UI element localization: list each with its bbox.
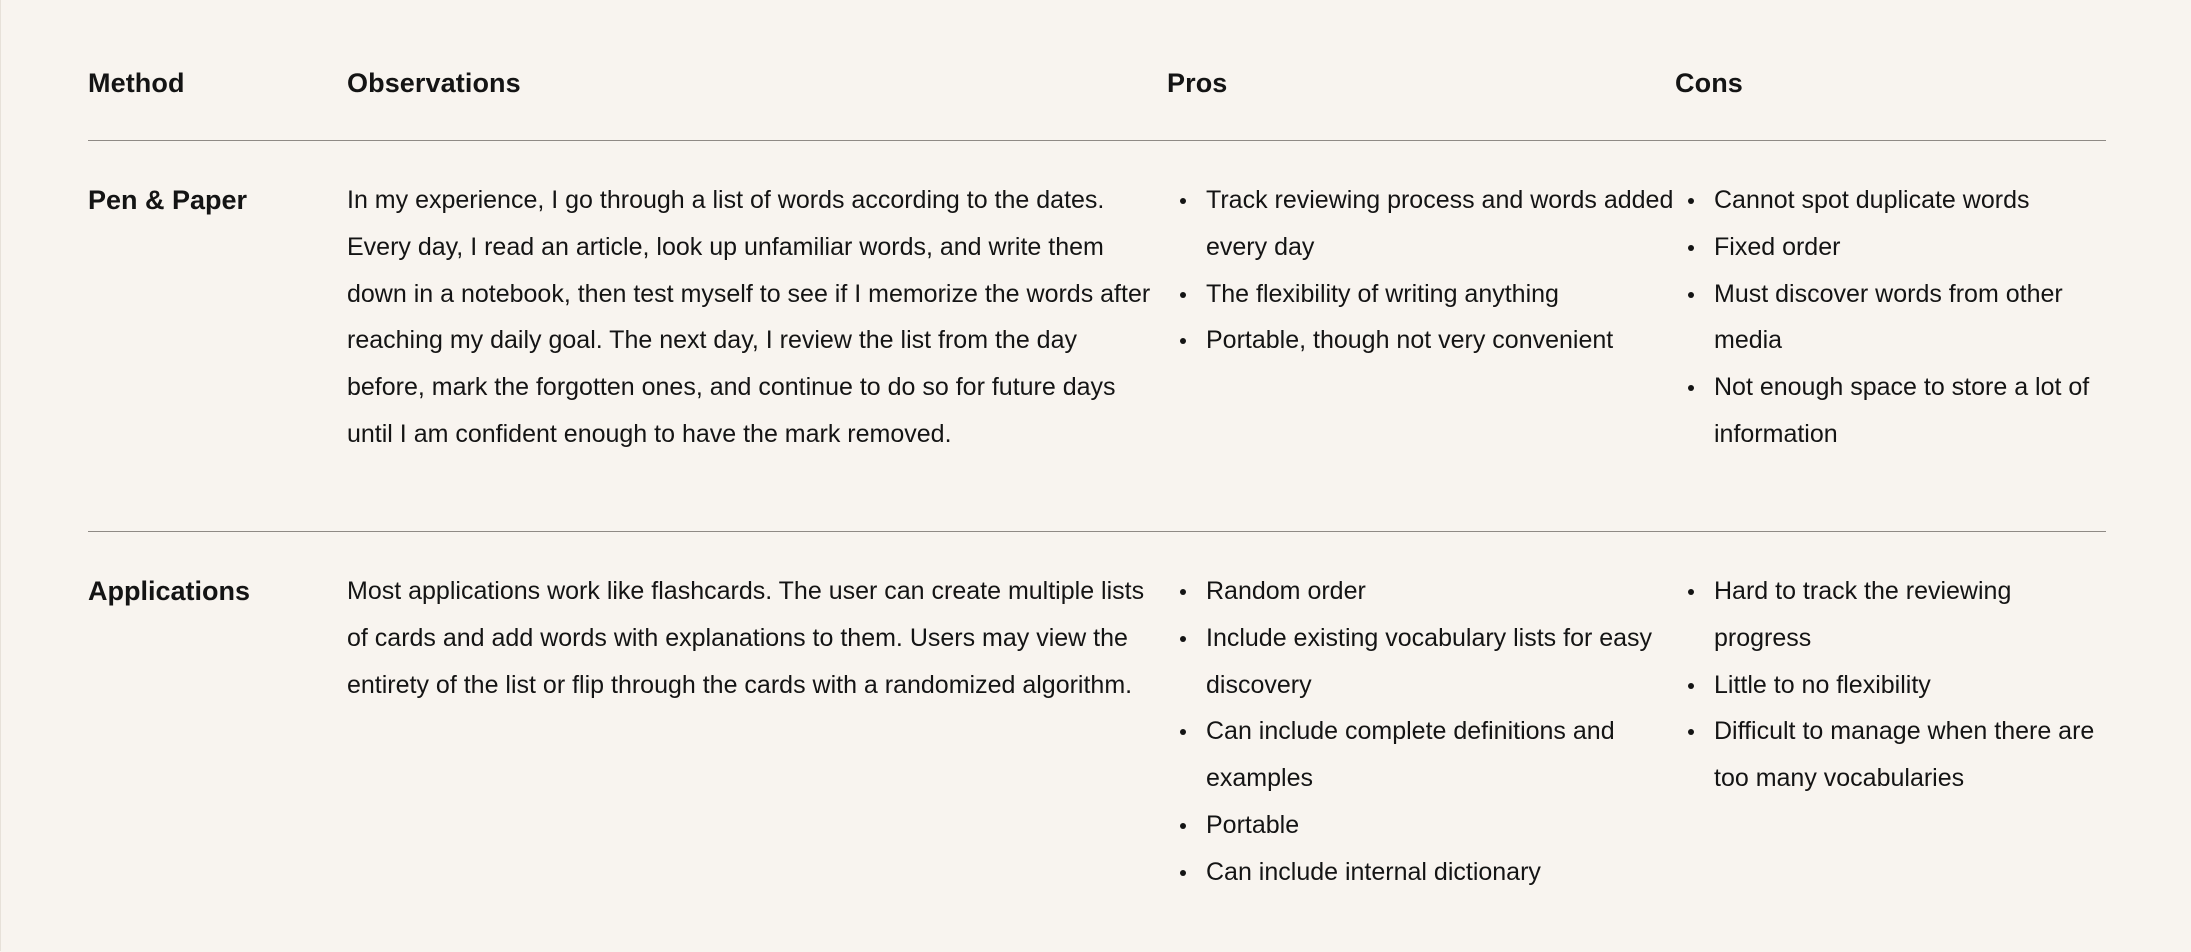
cons-item: Cannot spot duplicate words: [1675, 177, 2106, 224]
cons-item: Difficult to manage when there are too many vocabularies: [1675, 708, 2106, 802]
header-observations: Observations: [347, 68, 521, 98]
pros-item: Portable, though not very convenient: [1167, 317, 1675, 364]
pros-list: [1167, 177, 1675, 364]
cons-item: Must discover words from other media: [1675, 271, 2106, 365]
pros-item: The flexibility of writing anything: [1167, 271, 1675, 318]
cons-item: Fixed order: [1675, 224, 2106, 271]
pros-item: Random order: [1167, 568, 1675, 615]
pros-cell: [1167, 177, 1675, 364]
cons-cell: [1675, 568, 2106, 802]
cons-item: Not enough space to store a lot of information: [1675, 364, 2106, 458]
pros-item: Can include complete definitions and examples: [1167, 708, 1675, 802]
pros-cell: [1167, 568, 1675, 896]
observations-text: In my experience, I go through a list of words according to the dates. Every day, I read an article, look up unfamiliar words, and write them down in a notebook, then test myself to see if I memorize the words after reaching my daily goal. The next day, I review the list from the day before, mark the forgotten ones, and continue to do so for future days until I am confident enough to have the mark removed.: [347, 186, 1151, 448]
cons-item: Little to no flexibility: [1675, 662, 2106, 709]
pros-item: Include existing vocabulary lists for easy discovery: [1167, 615, 1675, 709]
header-pros: Pros: [1167, 68, 1228, 98]
table-header-row: [88, 0, 2106, 141]
observations-cell: [347, 177, 1167, 458]
pros-item: Track reviewing process and words added every day: [1167, 177, 1675, 271]
header-method: Method: [88, 68, 185, 98]
pros-item: Can include internal dictionary: [1167, 849, 1675, 896]
comparison-table: [88, 0, 2106, 952]
pros-list: [1167, 568, 1675, 896]
method-cell: [88, 568, 347, 614]
cons-list: [1675, 177, 2106, 458]
cons-cell: [1675, 177, 2106, 458]
cons-list: [1675, 568, 2106, 802]
table-row: [88, 141, 2106, 532]
observations-cell: [347, 568, 1167, 708]
method-label: Applications: [88, 576, 251, 606]
method-cell: [88, 177, 347, 223]
cons-item: Hard to track the reviewing progress: [1675, 568, 2106, 662]
method-label: Pen & Paper: [88, 185, 248, 215]
pros-item: Portable: [1167, 802, 1675, 849]
header-cons: Cons: [1675, 68, 1743, 98]
observations-text: Most applications work like flashcards. The user can create multiple lists of cards and add words with explanations to them. Users may view the entirety of the list or flip through the cards with a randomized algorithm.: [347, 577, 1145, 699]
table-row: [88, 532, 2106, 952]
